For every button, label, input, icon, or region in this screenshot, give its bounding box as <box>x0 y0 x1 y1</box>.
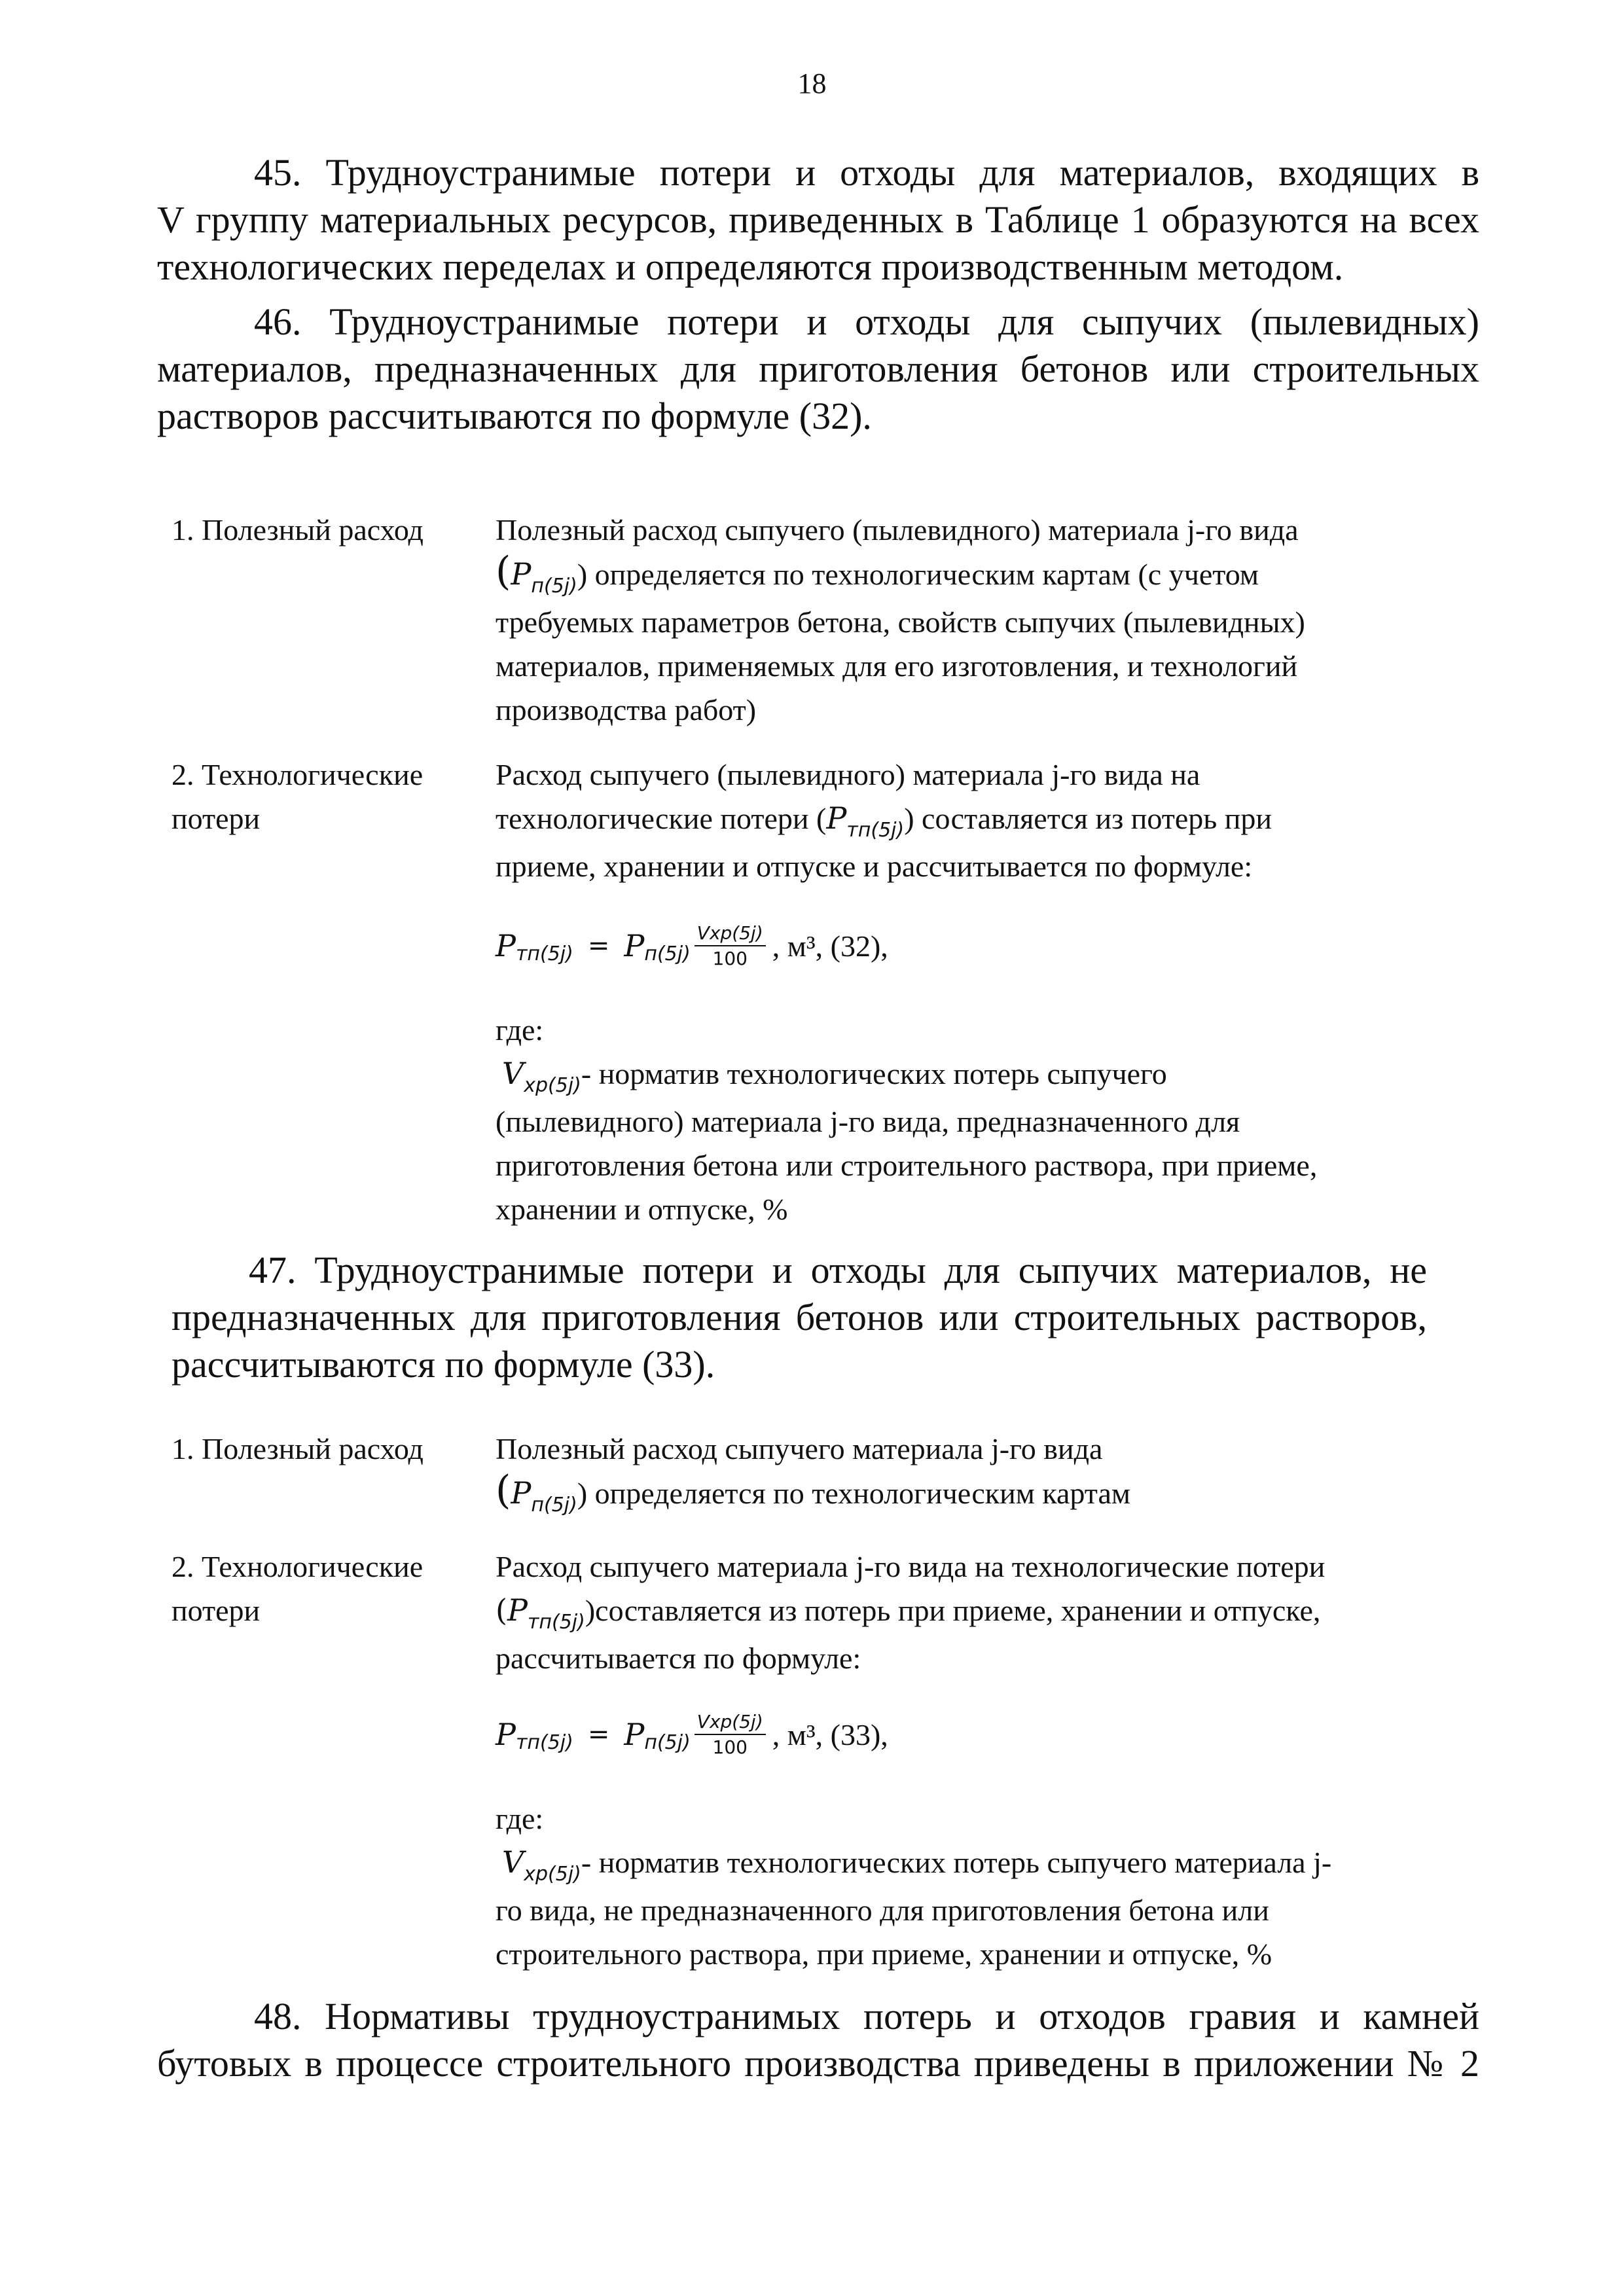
text-line: производства работ) <box>496 693 757 726</box>
text-line: приготовления бетона или строительного раствора, при приеме, <box>496 1149 1318 1182</box>
text-line: (пылевидного) материала j-го вида, предназначенного для <box>496 1105 1240 1138</box>
text-line: го вида, не предназначенного для приготовления бетона или <box>496 1893 1269 1927</box>
definition-1: - норматив технологических потерь сыпучего <box>581 1057 1167 1090</box>
subscript: тп(5j) <box>515 1731 573 1754</box>
table32-row2-label <box>171 753 423 840</box>
paragraph-line: 46. Трудноустранимые потери и отходы для сыпучих (пылевидных) <box>254 300 1479 343</box>
subscript: п(5j) <box>531 575 577 598</box>
text-line <box>496 548 1305 600</box>
paragraph-line: технологических переделах и определяются производственным методом. <box>157 245 1344 288</box>
text-line: материалов, применяемых для его изготовления, и технологий <box>496 649 1298 683</box>
text-line: Полезный расход сыпучего материала j-го вида <box>496 1432 1103 1465</box>
fraction <box>695 1711 766 1758</box>
symbol-v: V <box>696 1711 710 1732</box>
text-line: строительного раствора, при приеме, хранении и отпуске, % <box>496 1937 1272 1971</box>
fraction-denominator: 100 <box>712 948 748 969</box>
paragraph-46 <box>157 298 1479 440</box>
subscript: xp(5j) <box>709 1711 763 1732</box>
text-line <box>496 1467 1130 1519</box>
formula-33 <box>496 1698 888 1770</box>
subscript: п(5j) <box>644 1731 691 1754</box>
paragraph-line: V группу материальных ресурсов, приведенных в Таблице 1 образуются на всех <box>157 198 1479 241</box>
symbol-p: P <box>496 928 516 963</box>
table33-row1-text <box>496 1427 1130 1519</box>
page-number: 18 <box>797 67 827 99</box>
symbol-p: P <box>826 800 847 836</box>
definition-1: - норматив технологических потерь сыпучего материала j- <box>581 1846 1332 1879</box>
paragraph-line: предназначенных для приготовления бетонов или строительных растворов, <box>171 1296 1427 1338</box>
table33-row1-label: 1. Полезный расход <box>171 1432 424 1465</box>
label-line: потери <box>171 1594 261 1627</box>
fraction-numerator <box>695 1711 766 1735</box>
row1-text-2: ) определяется по технологическим картам (с учетом <box>577 558 1259 591</box>
subscript: тп(5j) <box>527 1611 585 1634</box>
table32-row2-text <box>496 753 1272 888</box>
row1-text-2: ) определяется по технологическим картам <box>577 1477 1130 1510</box>
paragraph-line: 48. Нормативы трудноустранимых потерь и отходов гравия и камней <box>254 1995 1479 2037</box>
table32-row1-label: 1. Полезный расход <box>171 513 424 547</box>
equals-sign: = <box>587 931 610 961</box>
text-line <box>496 1052 1317 1100</box>
fraction-numerator <box>695 922 766 946</box>
symbol-v: V <box>502 1844 524 1880</box>
text-line: Полезный расход сыпучего (пылевидного) материала j-го вида <box>496 513 1299 547</box>
paren-open: ( <box>496 548 511 594</box>
paragraph-line: растворов рассчитываются по формуле (32). <box>157 395 872 437</box>
table32-row1-text <box>496 508 1305 732</box>
fraction <box>695 922 766 969</box>
symbol-p: P <box>624 1717 645 1752</box>
text-line: Расход сыпучего материала j-го вида на технологические потери <box>496 1550 1326 1583</box>
text-line <box>496 797 1272 844</box>
subscript: п(5j) <box>644 942 691 965</box>
subscript: тп(5j) <box>846 819 905 842</box>
paragraph-48 <box>157 1993 1479 2087</box>
subscript: xp(5j) <box>709 922 763 944</box>
formula-tail: , м³, (32), <box>772 929 888 963</box>
text-line: рассчитывается по формуле: <box>496 1641 861 1675</box>
table33-row2-label <box>171 1545 423 1632</box>
where-label: где: <box>496 1802 544 1835</box>
paragraph-line: 45. Трудноустранимые потери и отходы для материалов, входящих в <box>254 151 1479 194</box>
symbol-p: P <box>496 1717 516 1752</box>
formula-32 <box>496 910 888 982</box>
symbol-p: P <box>507 1592 528 1628</box>
paragraph-line: материалов, предназначенных для приготовления бетонов или строительных <box>157 348 1479 390</box>
text-line <box>496 1840 1331 1888</box>
subscript: xp(5j) <box>524 1074 581 1097</box>
paragraph-line: бутовых в процессе строительного производства приведены в приложении № 2 <box>157 2042 1479 2085</box>
table33-row2-text <box>496 1545 1325 1680</box>
text-line: требуемых параметров бетона, свойств сыпучих (пылевидных) <box>496 605 1305 639</box>
text-line: приеме, хранении и отпуске и рассчитывается по формуле: <box>496 850 1253 883</box>
text-line: Расход сыпучего (пылевидного) материала j-го вида на <box>496 758 1200 791</box>
subscript: п(5j) <box>531 1494 577 1516</box>
formula-tail: , м³, (33), <box>772 1717 888 1751</box>
symbol-p: P <box>511 556 532 592</box>
paragraph-45 <box>157 149 1479 291</box>
paren-open: ( <box>496 1467 511 1513</box>
paragraph-line: рассчитываются по формуле (33). <box>171 1343 715 1386</box>
label-line: 2. Технологические <box>171 758 424 791</box>
text-line: хранении и отпуске, % <box>496 1193 788 1226</box>
text-line <box>496 1588 1325 1636</box>
row2-text-2a: технологические потери ( <box>496 802 827 835</box>
symbol-p: P <box>624 928 645 963</box>
table33-where <box>496 1797 1331 1976</box>
label-line: 2. Технологические <box>171 1550 424 1583</box>
fraction-denominator: 100 <box>712 1736 748 1758</box>
subscript: тп(5j) <box>515 942 573 965</box>
symbol-p: P <box>511 1475 532 1511</box>
symbol-v: V <box>502 1056 524 1091</box>
row2-text-2: )составляется из потерь при приеме, хранении и отпуске, <box>585 1594 1321 1627</box>
table32-where <box>496 1008 1317 1231</box>
paren-open: ( <box>496 1592 507 1628</box>
where-label: где: <box>496 1013 544 1047</box>
label-line: потери <box>171 802 261 835</box>
symbol-v: V <box>696 922 710 944</box>
row2-text-2b: ) составляется из потерь при <box>904 802 1272 835</box>
paragraph-47 <box>171 1247 1427 1388</box>
paragraph-line: 47. Трудноустранимые потери и отходы для сыпучих материалов, не <box>249 1249 1427 1291</box>
subscript: xp(5j) <box>524 1863 581 1886</box>
equals-sign: = <box>587 1719 610 1749</box>
